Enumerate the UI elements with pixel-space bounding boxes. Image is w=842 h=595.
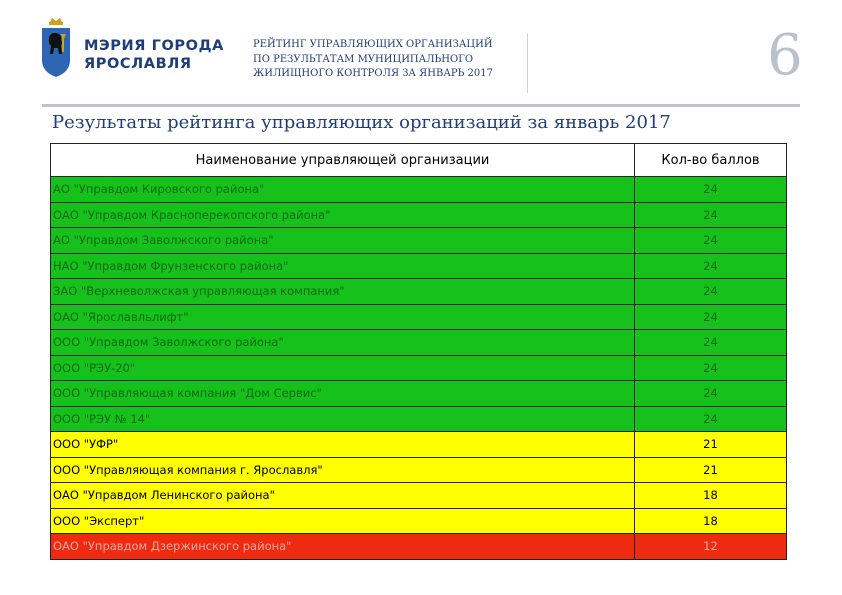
table-row	[51, 508, 787, 534]
brand-line-1: МЭРИЯ ГОРОДА	[84, 38, 224, 54]
organization-name: ООО "Управляющая компания "Дом Сервис"	[51, 381, 635, 407]
organization-name: АО "Управдом Кировского района"	[51, 177, 635, 203]
table-row	[51, 304, 787, 330]
organization-name: ООО "УФР"	[51, 432, 635, 458]
score-value: 24	[635, 406, 787, 432]
organization-name: ООО "Управляющая компания г. Ярославля"	[51, 457, 635, 483]
score-value: 21	[635, 457, 787, 483]
score-value: 18	[635, 483, 787, 509]
table-row	[51, 355, 787, 381]
score-value: 21	[635, 432, 787, 458]
organization-name: АО "Управдом Заволжского района"	[51, 228, 635, 254]
bear-coat-of-arms-icon	[40, 16, 72, 78]
table-row	[51, 406, 787, 432]
organization-name: ООО "Эксперт"	[51, 508, 635, 534]
table-row	[51, 432, 787, 458]
score-value: 24	[635, 355, 787, 381]
table-header-row	[51, 144, 787, 177]
score-value: 24	[635, 228, 787, 254]
organization-name: ОАО "Управдом Красноперекопского района"	[51, 202, 635, 228]
organization-name: ООО "РЭУ № 14"	[51, 406, 635, 432]
score-value: 12	[635, 534, 787, 560]
brand-line-2: ЯРОСЛАВЛЯ	[84, 56, 192, 72]
column-header-name: Наименование управляющей организации	[51, 144, 635, 177]
score-value: 24	[635, 279, 787, 305]
table-row	[51, 457, 787, 483]
organization-name: ОАО "Управдом Дзержинского района"	[51, 534, 635, 560]
page-title: Результаты рейтинга управляющих организаций за январь 2017	[52, 112, 671, 133]
table-row	[51, 483, 787, 509]
subtitle-line-1: РЕЙТИНГ УПРАВЛЯЮЩИХ ОРГАНИЗАЦИЙ	[253, 39, 493, 50]
table-row	[51, 279, 787, 305]
table-body	[51, 177, 787, 560]
table-row	[51, 381, 787, 407]
organization-name: ЗАО "Верхневолжская управляющая компания"	[51, 279, 635, 305]
organization-name: ООО "РЭУ-20"	[51, 355, 635, 381]
score-value: 18	[635, 508, 787, 534]
table-row	[51, 228, 787, 254]
organization-name: ОАО "Управдом Ленинского района"	[51, 483, 635, 509]
subtitle-line-2: ПО РЕЗУЛЬТАТАМ МУНИЦИПАЛЬНОГО	[253, 53, 474, 65]
organization-name: ОАО "Ярославльлифт"	[51, 304, 635, 330]
score-value: 24	[635, 304, 787, 330]
table-row	[51, 202, 787, 228]
organization-name: ООО "Управдом Заволжского района"	[51, 330, 635, 356]
column-header-score: Кол-во баллов	[635, 144, 787, 177]
header-divider	[527, 33, 528, 93]
brand-name	[84, 37, 224, 73]
score-value: 24	[635, 177, 787, 203]
header-rule	[42, 104, 800, 107]
table-row	[51, 177, 787, 203]
header-subtitle	[253, 38, 523, 82]
table-row	[51, 330, 787, 356]
score-value: 24	[635, 253, 787, 279]
score-value: 24	[635, 202, 787, 228]
page-number: 6	[767, 23, 803, 88]
table-row	[51, 253, 787, 279]
score-value: 24	[635, 381, 787, 407]
table-row	[51, 534, 787, 560]
organization-name: НАО "Управдом Фрунзенского района"	[51, 253, 635, 279]
score-value: 24	[635, 330, 787, 356]
subtitle-line-3: ЖИЛИЩНОГО КОНТРОЛЯ ЗА ЯНВАРЬ 2017	[253, 68, 493, 79]
slide-header	[0, 0, 842, 108]
rating-table	[50, 143, 787, 560]
